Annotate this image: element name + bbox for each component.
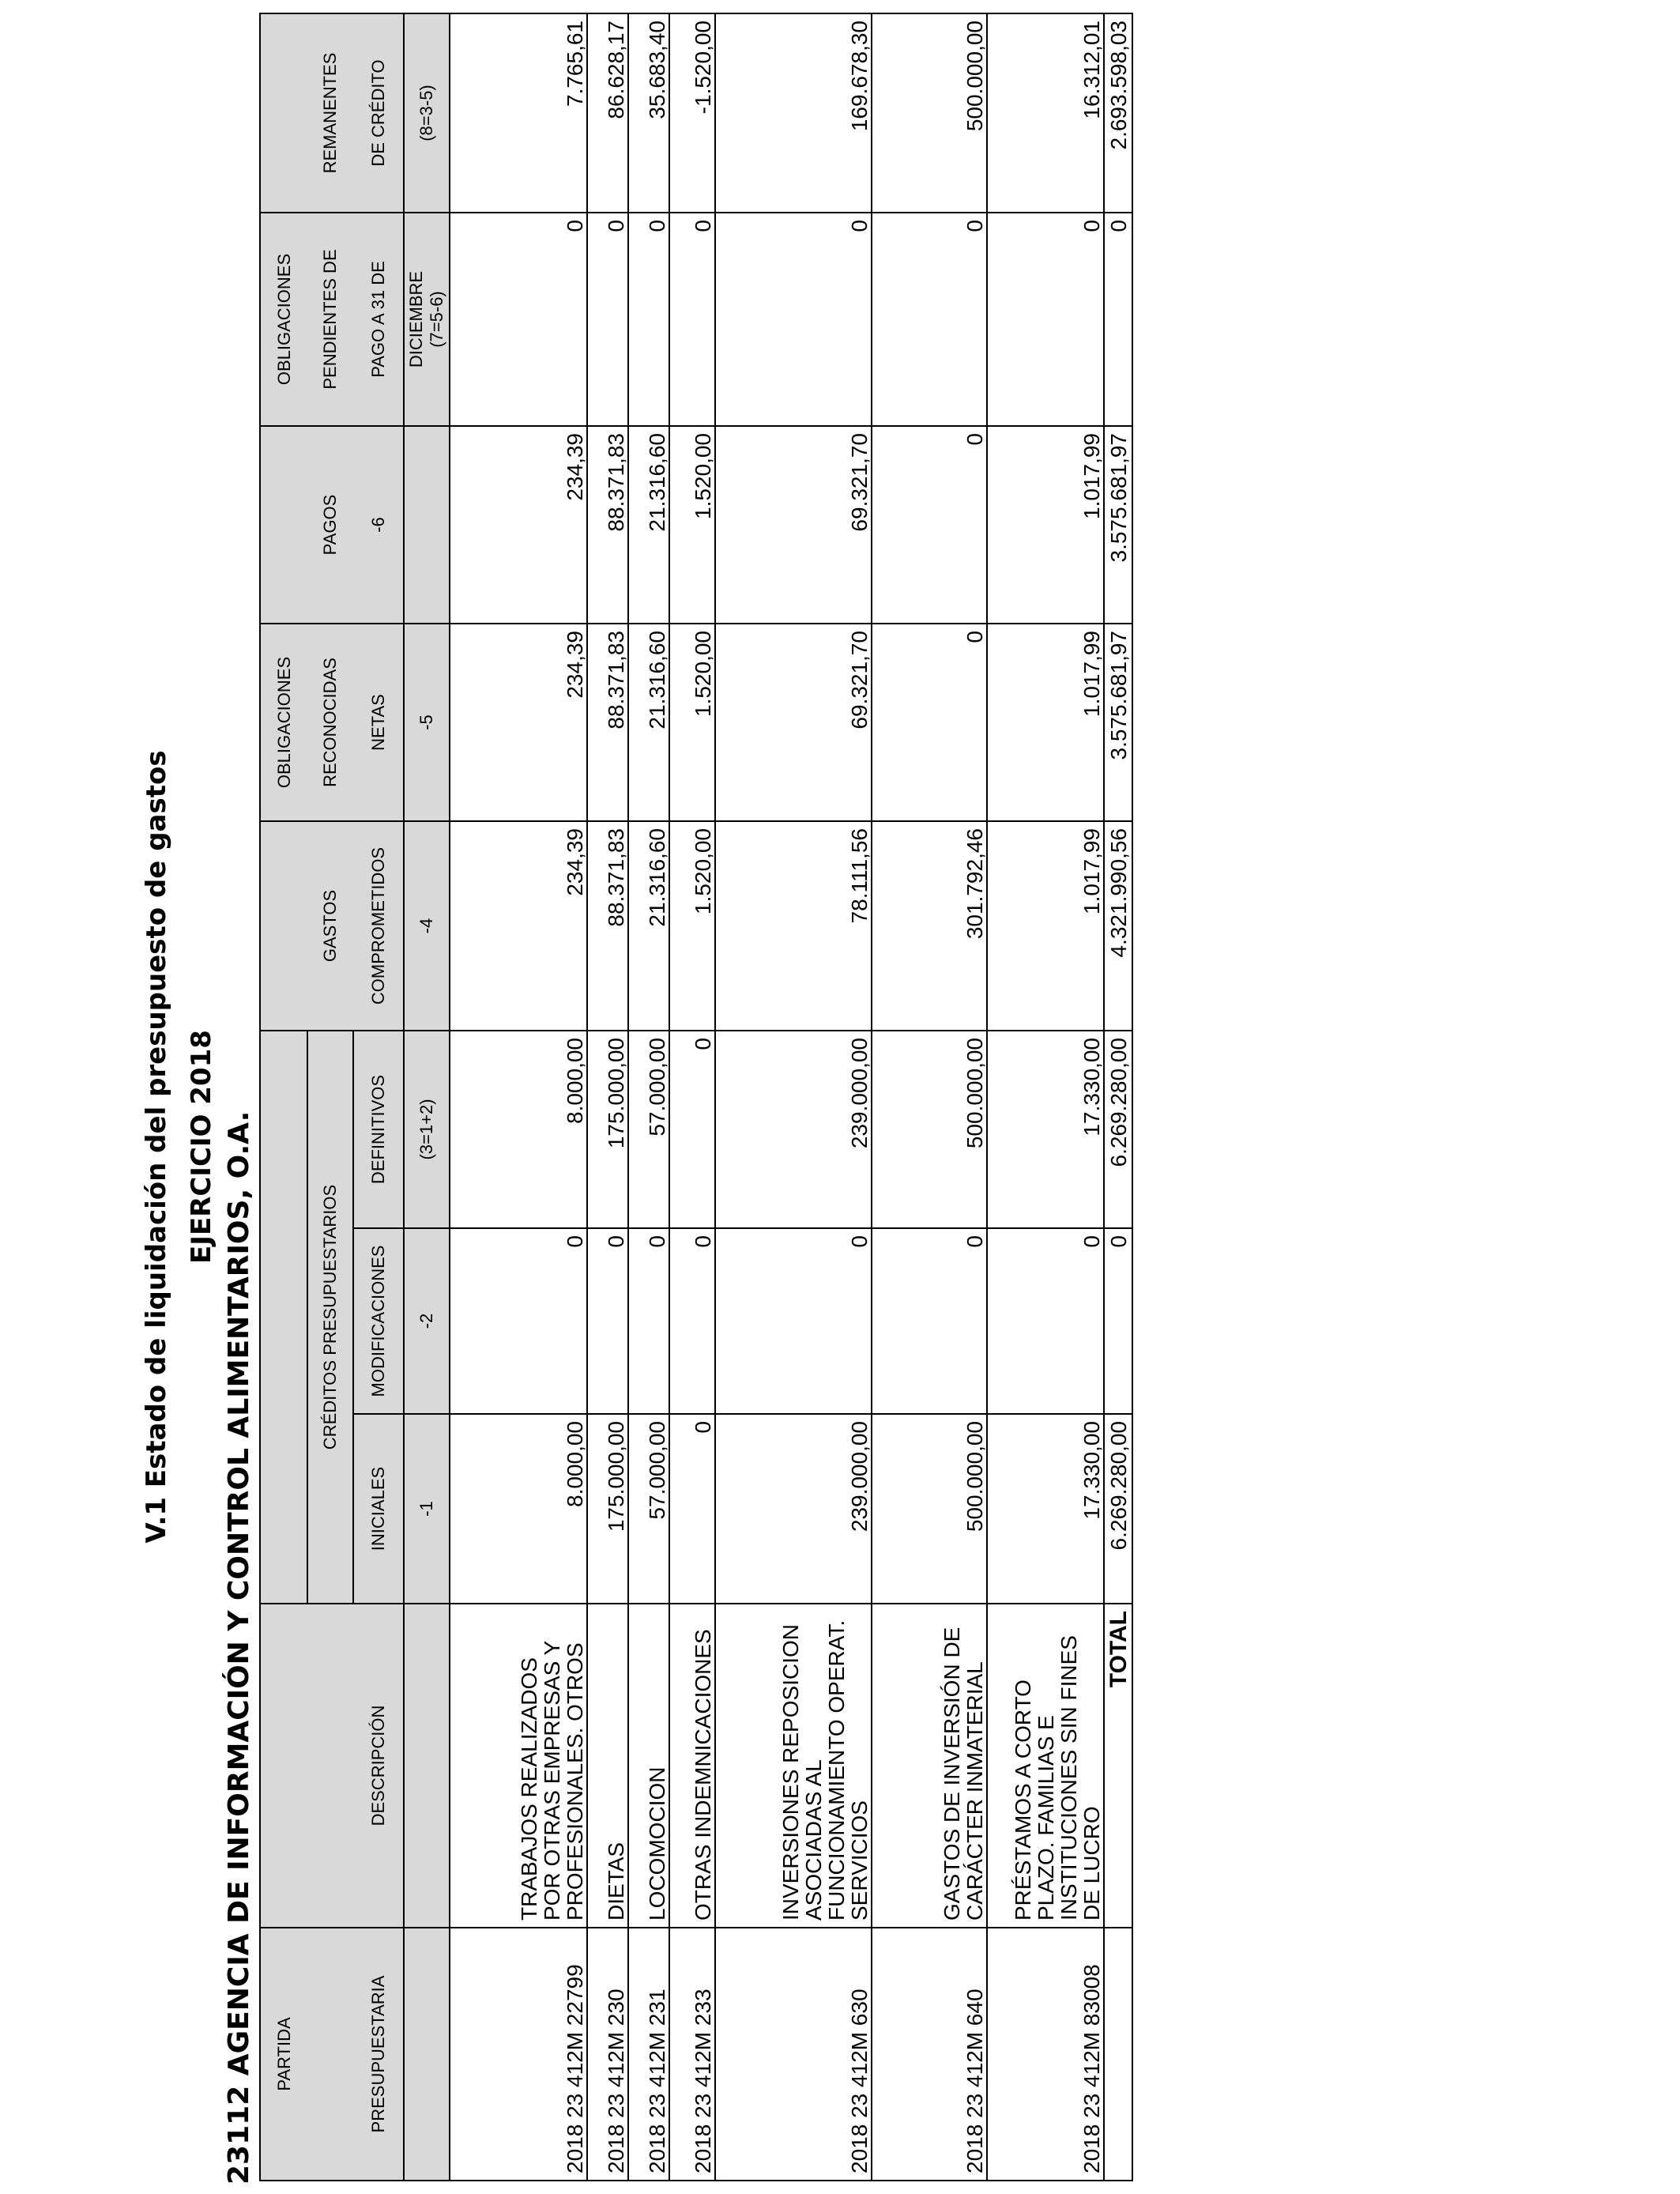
budget-table <box>259 13 1133 2181</box>
partida-cell: 2018 23 412M 230 <box>587 1928 628 2181</box>
table-row <box>628 13 669 2181</box>
table-row <box>987 13 1104 2181</box>
descripcion-cell: PRÉSTAMOS A CORTO PLAZO. FAMILIAS E INSTITUCIONES SIN FINES DE LUCRO <box>987 1604 1104 1928</box>
iniciales-cell: 175.000,00 <box>587 1414 628 1604</box>
header-partida: PARTIDA <box>260 1928 307 2181</box>
total-pendientes: 0 <box>1104 213 1132 426</box>
header-pagos: PAGOS <box>307 426 353 624</box>
header-obligaciones-2: OBLIGACIONES <box>260 213 307 426</box>
table-row <box>715 13 872 2181</box>
iniciales-cell: 17.330,00 <box>987 1414 1104 1604</box>
definitivos-cell: 239.000,00 <box>715 1031 872 1228</box>
header-descripcion: DESCRIPCIÓN <box>353 1604 404 1928</box>
pagos-cell: 21.316,60 <box>628 426 669 624</box>
iniciales-cell: 8.000,00 <box>450 1414 587 1604</box>
remanentes-cell: 7.765,61 <box>450 13 587 213</box>
iniciales-cell: 500.000,00 <box>872 1414 987 1604</box>
comprometidos-cell: 1.017,99 <box>987 821 1104 1031</box>
partida-cell: 2018 23 412M 83008 <box>987 1928 1104 2181</box>
definitivos-cell: 0 <box>669 1031 715 1228</box>
total-remanentes: 2.693.598,03 <box>1104 13 1132 213</box>
total-netas: 3.575.681,97 <box>1104 624 1132 821</box>
pagos-cell: 0 <box>872 426 987 624</box>
total-row <box>1104 13 1132 2181</box>
definitivos-cell: 57.000,00 <box>628 1031 669 1228</box>
partida-cell: 2018 23 412M 231 <box>628 1928 669 2181</box>
partida-cell: 2018 23 412M 233 <box>669 1928 715 2181</box>
remanentes-cell: 500.000,00 <box>872 13 987 213</box>
pendientes-cell: 0 <box>450 213 587 426</box>
netas-cell: 234,39 <box>450 624 587 821</box>
partida-cell: 2018 23 412M 630 <box>715 1928 872 2181</box>
table-row <box>872 13 987 2181</box>
modificaciones-cell: 0 <box>450 1228 587 1414</box>
header-presupuestaria: PRESUPUESTARIA <box>353 1928 404 2181</box>
modificaciones-cell: 0 <box>587 1228 628 1414</box>
pagos-cell: 1.520,00 <box>669 426 715 624</box>
header-obligaciones: OBLIGACIONES <box>260 624 307 821</box>
report-title: V.1 Estado de liquidación del presupuesto de gastos <box>141 750 172 1544</box>
modificaciones-cell: 0 <box>669 1228 715 1414</box>
pendientes-cell: 0 <box>669 213 715 426</box>
header-diciembre: DICIEMBRE (7=5-6) <box>404 213 450 426</box>
partida-cell: 2018 23 412M 640 <box>872 1928 987 2181</box>
table-row <box>587 13 628 2181</box>
iniciales-cell: 57.000,00 <box>628 1414 669 1604</box>
total-iniciales: 6.269.280,00 <box>1104 1414 1132 1604</box>
header-reconocidas: RECONOCIDAS <box>307 624 353 821</box>
iniciales-cell: 239.000,00 <box>715 1414 872 1604</box>
comprometidos-cell: 21.316,60 <box>628 821 669 1031</box>
header-netas: NETAS <box>353 624 404 821</box>
comprometidos-cell: 234,39 <box>450 821 587 1031</box>
header-modificaciones: MODIFICACIONES <box>353 1228 404 1414</box>
header-definitivos-n: (3=1+2) <box>404 1031 450 1228</box>
pagos-cell: 88.371,83 <box>587 426 628 624</box>
header-definitivos: DEFINITIVOS <box>353 1031 404 1228</box>
iniciales-cell: 0 <box>669 1414 715 1604</box>
netas-cell: 88.371,83 <box>587 624 628 821</box>
header-iniciales: INICIALES <box>353 1414 404 1604</box>
remanentes-cell: -1.520,00 <box>669 13 715 213</box>
header-netas-n: -5 <box>404 624 450 821</box>
remanentes-cell: 16.312,01 <box>987 13 1104 213</box>
total-modificaciones: 0 <box>1104 1228 1132 1414</box>
netas-cell: 0 <box>872 624 987 821</box>
partida-cell: 2018 23 412M 22799 <box>450 1928 587 2181</box>
descripcion-cell: LOCOMOCION <box>628 1604 669 1928</box>
pendientes-cell: 0 <box>587 213 628 426</box>
header-pago31: PAGO A 31 DE <box>353 213 404 426</box>
remanentes-cell: 35.683,40 <box>628 13 669 213</box>
descripcion-cell: DIETAS <box>587 1604 628 1928</box>
title-block <box>0 0 261 2194</box>
comprometidos-cell: 88.371,83 <box>587 821 628 1031</box>
pendientes-cell: 0 <box>987 213 1104 426</box>
comprometidos-cell: 301.792,46 <box>872 821 987 1031</box>
modificaciones-cell: 0 <box>628 1228 669 1414</box>
total-label: TOTAL <box>1104 1604 1132 1928</box>
pendientes-cell: 0 <box>872 213 987 426</box>
total-pagos: 3.575.681,97 <box>1104 426 1132 624</box>
comprometidos-cell: 1.520,00 <box>669 821 715 1031</box>
pagos-cell: 234,39 <box>450 426 587 624</box>
modificaciones-cell: 0 <box>872 1228 987 1414</box>
descripcion-cell: OTRAS INDEMNICACIONES <box>669 1604 715 1928</box>
pagos-cell: 1.017,99 <box>987 426 1104 624</box>
header-gastos: GASTOS <box>307 821 353 1031</box>
definitivos-cell: 8.000,00 <box>450 1031 587 1228</box>
definitivos-cell: 500.000,00 <box>872 1031 987 1228</box>
remanentes-cell: 86.628,17 <box>587 13 628 213</box>
netas-cell: 1.520,00 <box>669 624 715 821</box>
comprometidos-cell: 78.111,56 <box>715 821 872 1031</box>
netas-cell: 21.316,60 <box>628 624 669 821</box>
netas-cell: 69.321,70 <box>715 624 872 821</box>
netas-cell: 1.017,99 <box>987 624 1104 821</box>
header-pagos-n: -6 <box>353 426 404 624</box>
table-row <box>669 13 715 2181</box>
descripcion-cell: TRABAJOS REALIZADOS POR OTRAS EMPRESAS Y PROFESIONALES. OTROS <box>450 1604 587 1928</box>
pendientes-cell: 0 <box>715 213 872 426</box>
pendientes-cell: 0 <box>628 213 669 426</box>
definitivos-cell: 17.330,00 <box>987 1031 1104 1228</box>
entity-name: 23112 AGENCIA DE INFORMACIÓN Y CONTROL ALIMENTARIOS, O.A. <box>223 1110 255 2185</box>
header-iniciales-n: -1 <box>404 1414 450 1604</box>
descripcion-cell: GASTOS DE INVERSIÓN DE CARÁCTER INMATERIAL <box>872 1604 987 1928</box>
definitivos-cell: 175.000,00 <box>587 1031 628 1228</box>
report-subtitle: EJERCICIO 2018 <box>186 1030 217 1264</box>
header-remanentes-n: (8=3-5) <box>404 13 450 213</box>
header-de-credito: DE CRÉDITO <box>353 13 404 213</box>
table-row <box>450 13 587 2181</box>
header-pendientes: PENDIENTES DE <box>307 213 353 426</box>
descripcion-cell: INVERSIONES REPOSICION ASOCIADAS AL FUNCIONAMIENTO OPERAT. SERVICIOS <box>715 1604 872 1928</box>
header-remanentes: REMANENTES <box>307 13 353 213</box>
modificaciones-cell: 0 <box>715 1228 872 1414</box>
remanentes-cell: 169.678,30 <box>715 13 872 213</box>
header-creditos: CRÉDITOS PRESUPUESTARIOS <box>307 1031 353 1604</box>
header-comprometidos-n: -4 <box>404 821 450 1031</box>
pagos-cell: 69.321,70 <box>715 426 872 624</box>
modificaciones-cell: 0 <box>987 1228 1104 1414</box>
header-modificaciones-n: -2 <box>404 1228 450 1414</box>
total-comprometidos: 4.321.990,56 <box>1104 821 1132 1031</box>
total-definitivos: 6.269.280,00 <box>1104 1031 1132 1228</box>
header-comprometidos: COMPROMETIDOS <box>353 821 404 1031</box>
